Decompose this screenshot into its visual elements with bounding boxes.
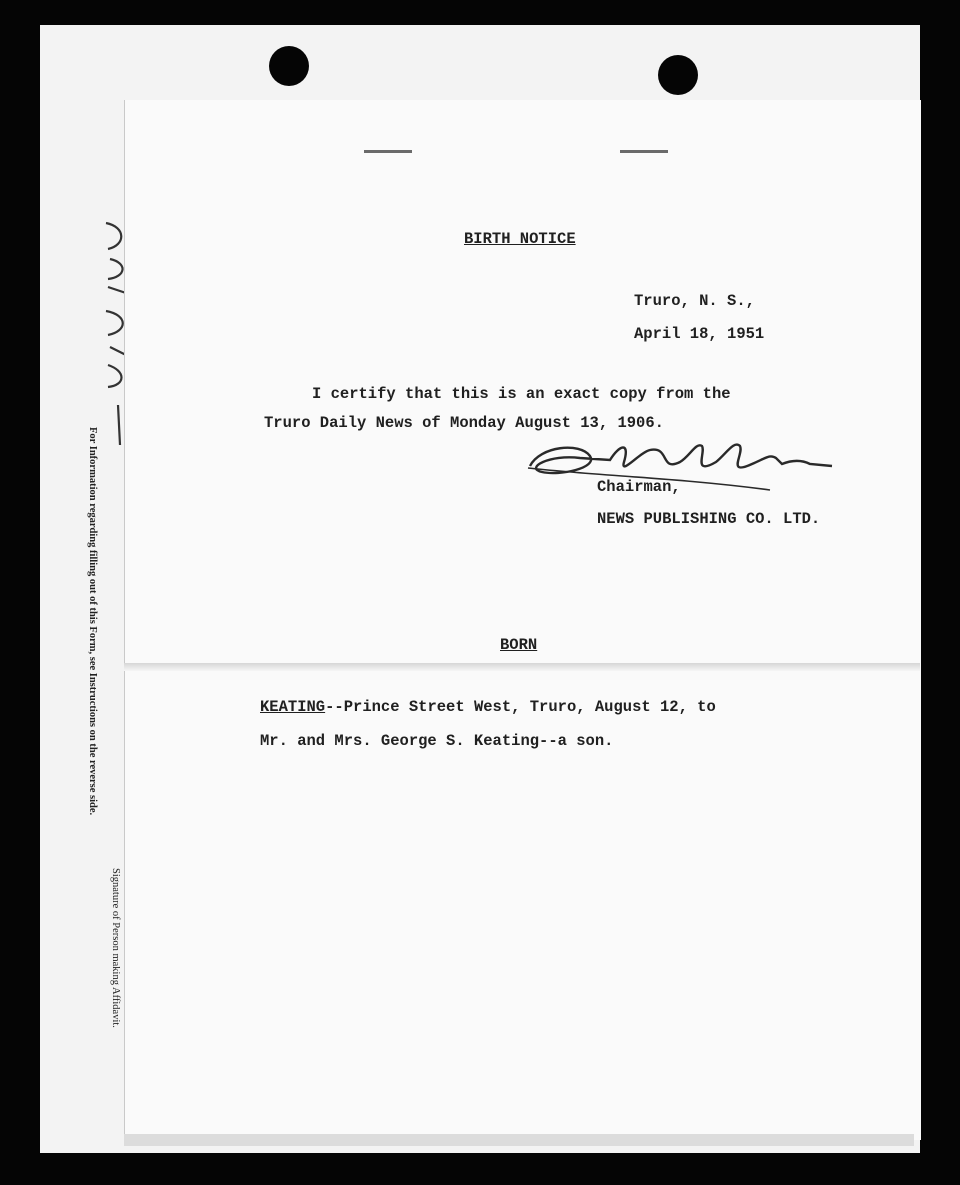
paper-edge <box>124 1134 914 1146</box>
signer-role: Chairman, <box>597 478 681 496</box>
paper-fold <box>124 663 920 671</box>
section-title-born: BORN <box>500 636 538 654</box>
announcement-line1-rest: --Prince Street West, Truro, August 12, to <box>325 698 716 716</box>
notice-heading: BIRTH NOTICE <box>464 230 576 248</box>
birth-announcement-line <box>260 698 716 716</box>
certification-line: I certify that this is an exact copy from the <box>312 385 731 403</box>
birth-announcement-line: Mr. and Mrs. George S. Keating--a son. <box>260 732 614 750</box>
announcement-surname: KEATING <box>260 698 326 716</box>
notice-date: April 18, 1951 <box>634 325 765 343</box>
affidavit-signature-label: Signature of Person making Affidavit. <box>110 868 121 1028</box>
punch-hole-left <box>269 46 309 86</box>
birth-notice-sheet <box>124 100 921 1140</box>
signer-company: NEWS PUBLISHING CO. LTD. <box>597 510 821 528</box>
certification-line: Truro Daily News of Monday August 13, 1906. <box>264 414 664 432</box>
header-mark <box>620 150 668 153</box>
notice-place: Truro, N. S., <box>634 292 755 310</box>
header-mark <box>364 150 412 153</box>
punch-hole-right <box>658 55 698 95</box>
form-instructions-text: For Information regarding filling out of this Form, see Instructions on the reverse side. <box>87 427 98 816</box>
